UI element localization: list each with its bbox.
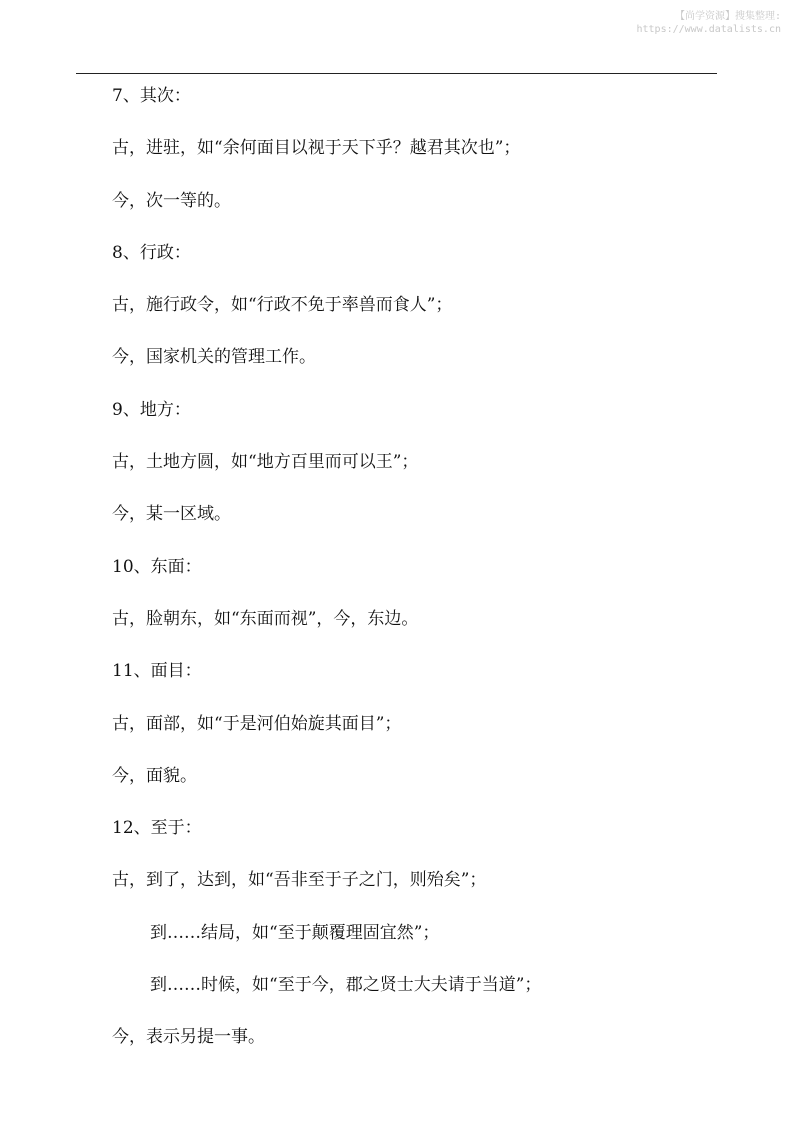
- ancient-meaning-line: 古，进驻，如“余何面目以视于天下乎？越君其次也”；: [112, 138, 521, 159]
- modern-meaning-line: 今，次一等的。: [112, 190, 231, 211]
- entry-heading-8: 8、行政：: [112, 242, 191, 263]
- ancient-meaning-line: 古，土地方圆，如“地方百里而可以王”；: [112, 452, 419, 473]
- ancient-meaning-line: 古，施行政令，如“行政不免于率兽而食人”；: [112, 295, 453, 316]
- ancient-modern-meaning-line: 古，脸朝东，如“东面而视”，今，东边。: [112, 608, 419, 629]
- ancient-meaning-line: 古，到了，达到，如“吾非至于子之门，则殆矣”；: [112, 870, 487, 891]
- modern-meaning-line: 今，面貌。: [112, 765, 197, 786]
- entry-heading-9: 9、地方：: [112, 399, 191, 420]
- document-body: [112, 83, 712, 1077]
- watermark: [637, 10, 782, 36]
- entry-heading-10: 10、东面：: [112, 556, 202, 577]
- entry-heading-12: 12、至于：: [112, 818, 202, 839]
- header-rule: [76, 73, 717, 74]
- modern-meaning-line: 今，表示另提一事。: [112, 1027, 265, 1048]
- ancient-meaning-subline: 到……时候，如“至于今，郡之贤士大夫请于当道”；: [150, 975, 542, 996]
- modern-meaning-line: 今，国家机关的管理工作。: [112, 347, 316, 368]
- entry-heading-7: 7、其次：: [112, 86, 191, 106]
- entry-heading-11: 11、面目：: [112, 661, 202, 682]
- ancient-meaning-line: 古，面部，如“于是河伯始旋其面目”；: [112, 713, 402, 734]
- watermark-source: 【尚学资源】搜集整理:: [674, 11, 781, 22]
- modern-meaning-line: 今，某一区域。: [112, 504, 231, 525]
- watermark-url: https://www.datalists.cn: [636, 24, 781, 35]
- ancient-meaning-subline: 到……结局，如“至于颠覆理固宜然”；: [150, 922, 440, 943]
